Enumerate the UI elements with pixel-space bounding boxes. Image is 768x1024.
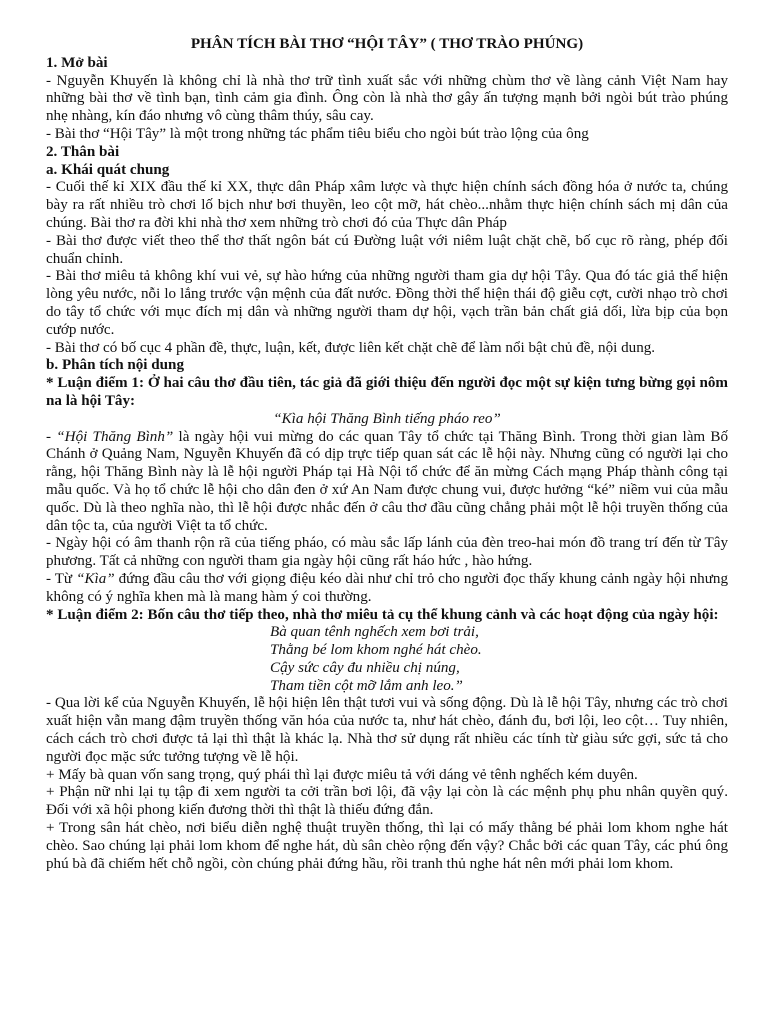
text-fragment: -	[46, 428, 57, 445]
text-fragment: - Từ	[46, 570, 77, 587]
khai-quat-paragraph-2: - Bài thơ được viết theo thể thơ thất ngôn bát cú Đường luật với niêm luật chặt chẽ, bố cục rõ ràng, phép đối chuẩn chỉnh.	[46, 232, 728, 267]
poem-line: Bà quan tênh nghếch xem bơi trải,	[270, 624, 479, 641]
poem-line: Tham tiền cột mỡ lắm anh leo.”	[270, 677, 463, 694]
luan-diem-2-paragraph-1: - Qua lời kể của Nguyễn Khuyến, lễ hội hiện lên thật tươi vui và sống động. Dù là lễ hội Tây, nhưng các trò chơi xuất hiện vẫn mang đậm truyền thống văn hóa của nước ta, như hát chèo, đánh đu, bơi lội, leo cột… Tuy nhiên, cách cách trò chơi được tả lại thì thật là khác lạ. Nhà thơ sử dụng rất nhiều các tính từ giàu sức gợi, sức tả cho người đọc mặc sức tưởng tượng về lễ hội.	[46, 695, 728, 765]
khai-quat-paragraph-1: - Cuối thế kỉ XIX đầu thế kỉ XX, thực dân Pháp xâm lược và thực hiện chính sách đồng hóa ở nước ta, chúng bày ra rất nhiều trò chơi lố bịch như bơi thuyền, leo cột mỡ, hát chèo...nhằm thực hiện chính sách mị dân của chúng. Bài thơ ra đời khi nhà thơ xem những trò chơi đó của Thực dân Pháp	[46, 179, 728, 231]
mo-bai-paragraph-2: - Bài thơ “Hội Tây” là một trong những tác phẩm tiêu biểu cho ngòi bút trào lộng của ông	[46, 125, 589, 142]
luan-diem-2-paragraph-2: + Mấy bà quan vốn sang trọng, quý phái thì lại được miêu tả với dáng vẻ tênh nghếch kém duyên.	[46, 766, 638, 783]
document-title: PHÂN TÍCH BÀI THƠ “HỘI TÂY” ( THƠ TRÀO PHÚNG)	[190, 36, 584, 52]
luan-diem-2-heading: * Luận điểm 2: Bốn câu thơ tiếp theo, nhà thơ miêu tả cụ thể khung cảnh và các hoạt động của ngày hội:	[46, 606, 719, 623]
poem-quote-line: “Kìa hội Thăng Bình tiếng pháo reo”	[273, 410, 501, 427]
luan-diem-1-heading: * Luận điểm 1: Ở hai câu thơ đầu tiên, tác giả đã giới thiệu đến người đọc một sự kiện tưng bừng gọi nôm na là hội Tây:	[46, 375, 728, 409]
poem-line: Cậy sức cây đu nhiều chị núng,	[270, 659, 460, 676]
italic-quote: “Hội Thăng Bình”	[56, 428, 174, 445]
section-heading-than-bai: 2. Thân bài	[46, 143, 120, 160]
khai-quat-paragraph-3: - Bài thơ miêu tả không khí vui vẻ, sự hào hứng của những người tham gia dự hội Tây. Qua đó tác giả thể hiện lòng yêu nước, nỗi lo lắng trước vận mệnh của đất nước. Đồng thời thể hiện thái độ giễu cợt, cười nhạo trò chơi do tây tổ chức với mục đích mị dân và những người tham dự hội, vạch trần bản chất giả dối, lừa bịp của bọn cướp nước.	[46, 268, 728, 338]
mo-bai-paragraph-1: - Nguyễn Khuyến là không chỉ là nhà thơ trữ tình xuất sắc với những chùm thơ về làng cảnh Việt Nam hay những bài thơ về tình bạn, tình cảm gia đình. Ông còn là nhà thơ gây ấn tượng mạnh bởi ngòi bút trào phúng nhẹ nhàng, kín đáo nhưng vô cùng thâm thúy, sâu cay.	[46, 72, 728, 125]
text-fragment: là ngày hội vui mừng do các quan Tây tổ chức tại Thăng Bình. Trong thời gian làm Bố Chánh ở Quảng Nam, Nguyễn Khuyến đã có dịp trực tiếp quan sát các lễ hội này. Nhưng cũng có người lại cho rằng, hội Thăng Bình này là lễ hội người Pháp tại Hà Nội tổ chức để ăn mừng Cách mạng Pháp thành công tại mẫu quốc. Và họ tổ chức lễ hội cho dân đen ở xứ An Nam được chung vui, được hưởng “ké” niềm vui của mẫu quốc. Dù là theo nghĩa nào, thì lễ hội được nhắc đến ở câu thơ đầu cũng chẳng phải một lễ hội truyền thống của dân tộc ta, của người Việt ta tổ chức.	[46, 428, 728, 534]
italic-quote: “Kìa”	[76, 570, 115, 587]
poem-line: Thằng bé lom khom nghé hát chèo.	[270, 642, 482, 659]
subsection-heading-phan-tich: b. Phân tích nội dung	[46, 357, 184, 374]
khai-quat-paragraph-4: - Bài thơ có bố cục 4 phần đề, thực, luận, kết, được liên kết chặt chẽ để làm nổi bật chủ đề, nội dung.	[46, 339, 656, 356]
luan-diem-1-paragraph-2: - Ngày hội có âm thanh rộn rã của tiếng pháo, có màu sắc lấp lánh của đèn treo-hai món đồ trang trí đến từ Tây phương. Tất cả những con người tham gia ngày hội cũng rất háo hức , hào hứng.	[46, 535, 728, 570]
text-fragment: đứng đầu câu thơ với giọng điệu kéo dài như chỉ trỏ cho người đọc thấy khung cảnh ngày hội nhưng không có ý nghĩa khen mà là mang hàm ý coi thường.	[46, 570, 728, 605]
subsection-heading-khai-quat: a. Khái quát chung	[46, 161, 170, 178]
section-heading-mo-bai: 1. Mở bài	[46, 54, 108, 71]
luan-diem-2-paragraph-3: + Phận nữ nhi lại tụ tập đi xem người ta cởi trần bơi lội, đã vậy lại còn là các mệnh phụ phu nhân quyền quý. Đối với xã hội phong kiến đương thời thì thật là thiếu đứng đắn.	[46, 784, 728, 819]
luan-diem-1-paragraph-1	[46, 429, 728, 536]
poem-stanza	[46, 624, 728, 695]
luan-diem-2-paragraph-4: + Trong sân hát chèo, nơi biểu diễn nghệ thuật truyền thống, thì lại có mấy thằng bé phải lom khom nghe hát chèo. Sao chúng lại phải lom khom để nghe hát, dù sân chèo rộng đến vậy? Chắc bởi các quan Tây, các phú ông phú bà đã chiếm hết chỗ ngồi, còn chúng phải đứng hầu, rồi tranh thủ nghe hát nên mới phải lom khom.	[46, 820, 728, 872]
luan-diem-1-paragraph-3	[46, 571, 728, 607]
